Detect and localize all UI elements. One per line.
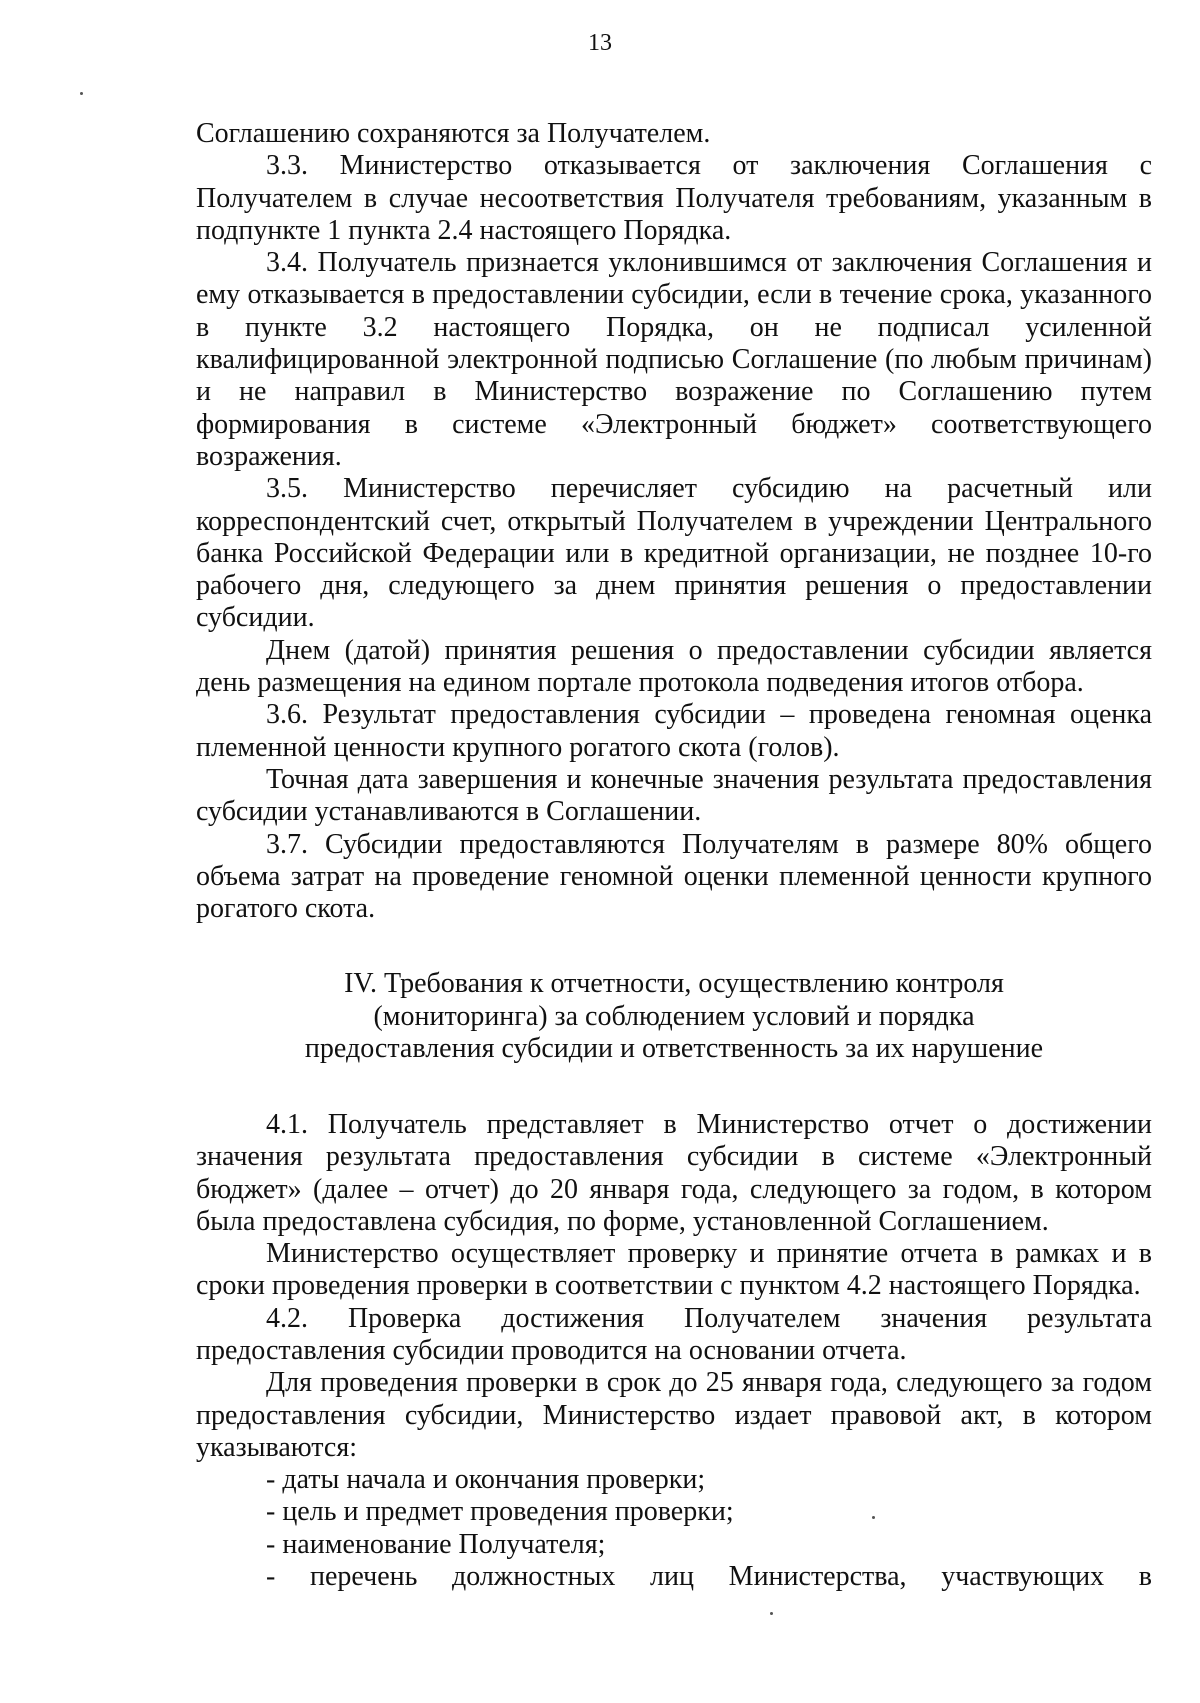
paragraph-3-3: 3.3. Министерство отказывается от заключения Соглашения с Получателем в случае несоответствия Получателя требованиям, указанным в подпункте 1 пункта 2.4 настоящего Порядка.	[196, 150, 1152, 246]
paragraph-4-1-check: Министерство осуществляет проверку и принятие отчета в рамках и в сроки проведения проверки в соответствии с пунктом 4.2 настоящего Порядка.	[196, 1238, 1152, 1302]
list-item: - даты начала и окончания проверки;	[266, 1464, 706, 1496]
section-heading-line-2: (мониторинга) за соблюдением условий и порядка	[373, 1000, 975, 1032]
document-body	[196, 118, 1152, 1593]
scan-speck	[770, 1612, 773, 1615]
paragraph-3-6-result-date: Точная дата завершения и конечные значения результата предоставления субсидии устанавливаются в Соглашении.	[196, 763, 1152, 828]
list-item: - перечень должностных лиц Министерства, участвующих в	[266, 1561, 1152, 1593]
paragraph-3-6: 3.6. Результат предоставления субсидии – проведена геномная оценка племенной ценности крупного рогатого скота (голов).	[196, 699, 1152, 763]
paragraph-3-5: 3.5. Министерство перечисляет субсидию на расчетный или корреспондентский счет, открытый Получателем в учреждении Центрального банка Российской Федерации или в кредитной организации, не позднее 10-го рабочего дня, следующего за днем принятия решения о предоставлении субсидии.	[196, 473, 1152, 634]
section-heading-line-3: предоставления субсидии и ответственность за их нарушение	[304, 1033, 1044, 1065]
paragraph-4-2: 4.2. Проверка достижения Получателем значения результата предоставления субсидии проводится на основании отчета.	[196, 1302, 1152, 1366]
paragraph-3-4: 3.4. Получатель признается уклонившимся от заключения Соглашения и ему отказывается в предоставлении субсидии, если в течение срока, указанного в пункте 3.2 настоящего Порядка, он не подписал усиленной квалифицированной электронной подписью Соглашение (по любым причинам) и не направил в Министерство возражение по Соглашению путем формирования в системе «Электронный бюджет» соответствующего возражения.	[196, 247, 1152, 472]
scan-speck	[80, 92, 83, 95]
section-heading-line-1: IV. Требования к отчетности, осуществлению контроля	[344, 968, 1004, 1000]
paragraph-4-1: 4.1. Получатель представляет в Министерство отчет о достижении значения результата предоставления субсидии в системе «Электронный бюджет» (далее – отчет) до 20 января года, следующего за годом, в котором была предоставлена субсидия, по форме, установленной Соглашением.	[196, 1108, 1152, 1237]
scan-speck	[872, 1516, 875, 1519]
page-number: 13	[588, 30, 612, 56]
paragraph-3-5-decision-date: Днем (датой) принятия решения о предоставлении субсидии является день размещения на едином портале протокола подведения итогов отбора.	[196, 634, 1152, 699]
paragraph-continuation: Соглашению сохраняются за Получателем.	[196, 118, 711, 149]
list-item: - наименование Получателя;	[266, 1528, 606, 1560]
list-item: - цель и предмет проведения проверки;	[266, 1496, 734, 1528]
paragraph-3-7: 3.7. Субсидии предоставляются Получателям в размере 80% общего объема затрат на проведение геномной оценки племенной ценности крупного рогатого скота.	[196, 828, 1152, 925]
paragraph-4-2-procedure: Для проведения проверки в срок до 25 января года, следующего за годом предоставления субсидии, Министерство издает правовой акт, в котором указываются:	[196, 1367, 1152, 1463]
section-heading	[196, 968, 1152, 1066]
